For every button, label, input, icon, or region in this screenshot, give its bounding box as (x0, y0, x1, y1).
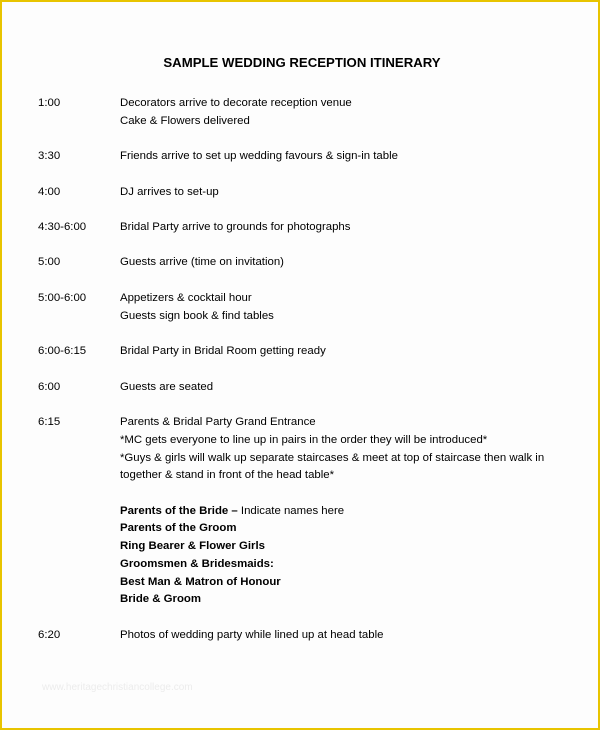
entry-text: Photos of wedding party while lined up at head table (120, 629, 384, 641)
entry-time: 4:00 (38, 186, 61, 198)
entry-text: DJ arrives to set-up (120, 186, 219, 198)
entry-time: 4:30-6:00 (38, 221, 87, 233)
entry-text: together & stand in front of the head table* (120, 469, 335, 481)
entry-time: 6:20 (38, 629, 61, 641)
entry-text: Guests sign book & find tables (120, 310, 274, 322)
entry-text: Parents & Bridal Party Grand Entrance (120, 416, 316, 428)
entry-text: *Guys & girls will walk up separate staircases & meet at top of staircase then walk in (120, 452, 545, 464)
intro-order-item: Best Man & Matron of Honour (120, 576, 281, 588)
entry-text: Friends arrive to set up wedding favours & sign-in table (120, 150, 398, 162)
entry-time: 6:00 (38, 381, 61, 393)
entry-text: Decorators arrive to decorate reception venue (120, 97, 352, 109)
intro-order-note: Indicate names here (237, 505, 345, 517)
intro-order-item: Bride & Groom (120, 593, 202, 605)
intro-order-item: Parents of the Groom (120, 522, 237, 534)
entry-text: Cake & Flowers delivered (120, 115, 250, 127)
entry-time: 6:00-6:15 (38, 345, 87, 357)
page-title: SAMPLE WEDDING RECEPTION ITINERARY (163, 55, 441, 70)
watermark: www.heritagechristiancollege.com (42, 682, 193, 693)
entry-time: 6:15 (38, 416, 61, 428)
entry-text: Appetizers & cocktail hour (120, 292, 252, 304)
entry-time: 5:00 (38, 256, 61, 268)
intro-order-item: Groomsmen & Bridesmaids: (120, 558, 274, 570)
intro-order-item (120, 504, 344, 518)
entry-text: Bridal Party in Bridal Room getting ready (120, 345, 326, 357)
entry-text: Guests are seated (120, 381, 214, 393)
entry-time: 3:30 (38, 150, 61, 162)
entry-text: *MC gets everyone to line up in pairs in the order they will be introduced* (120, 434, 488, 446)
intro-order-label: Parents of the Bride – (120, 505, 238, 517)
intro-order-item: Ring Bearer & Flower Girls (120, 540, 265, 552)
entry-time: 1:00 (38, 97, 61, 109)
entry-text: Bridal Party arrive to grounds for photographs (120, 221, 351, 233)
entry-time: 5:00-6:00 (38, 292, 87, 304)
entry-text: Guests arrive (time on invitation) (120, 256, 284, 268)
